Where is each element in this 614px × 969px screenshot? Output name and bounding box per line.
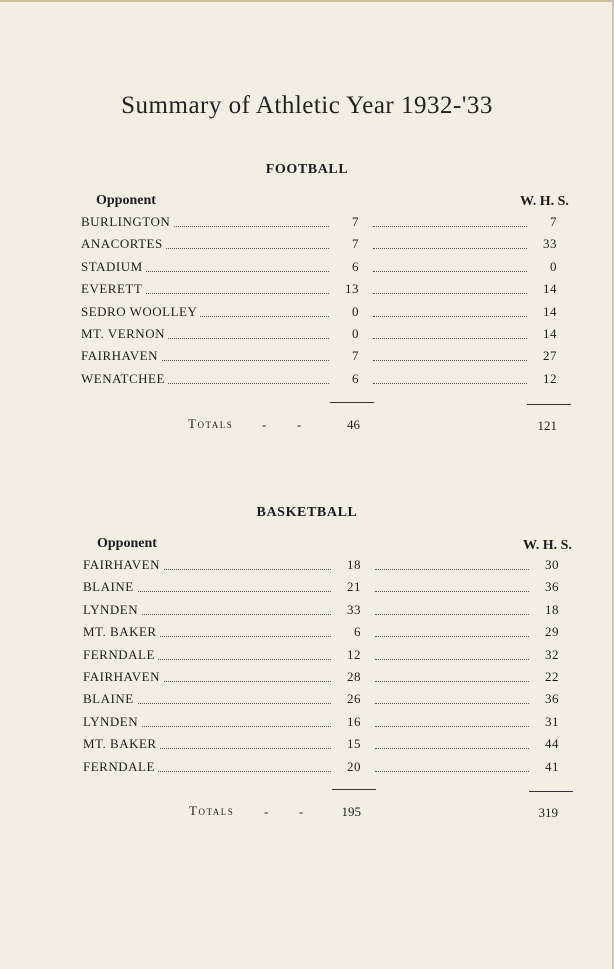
basketball-total-whs: 319 [538, 805, 558, 820]
dot-leader [375, 636, 529, 637]
table-row [81, 214, 561, 234]
table-row [83, 714, 563, 734]
opponent-name: MT. BAKER [83, 624, 160, 640]
dot-leader [375, 569, 529, 570]
whs-score: 44 [545, 736, 559, 752]
basketball-totals-label: Totals [189, 803, 235, 818]
opponent-score: 6 [352, 370, 359, 386]
dot-leader [375, 748, 529, 749]
whs-score: 14 [543, 281, 557, 297]
football-opp-total-rule [330, 402, 374, 403]
table-row [81, 236, 561, 256]
opponent-name: FAIRHAVEN [83, 557, 163, 573]
basketball-opponent-header: Opponent [97, 536, 157, 551]
whs-score: 27 [543, 348, 557, 364]
dot-leader [373, 271, 527, 272]
opponent-name: BURLINGTON [81, 214, 173, 230]
opponent-score: 33 [347, 601, 361, 617]
whs-score: 36 [545, 691, 559, 707]
whs-score: 14 [543, 303, 557, 319]
dot-leader [375, 703, 529, 704]
opponent-name: EVERETT [81, 281, 145, 297]
whs-score: 12 [543, 370, 557, 386]
table-row [81, 348, 561, 368]
opponent-score: 6 [354, 624, 361, 640]
whs-score: 31 [545, 713, 559, 729]
whs-score: 22 [545, 669, 559, 684]
table-row [81, 304, 561, 324]
opponent-name: LYNDEN [83, 602, 141, 618]
opponent-name: MT. VERNON [81, 326, 168, 342]
opponent-name: SEDRO WOOLLEY [81, 304, 200, 320]
page-title: Summary of Athletic Year 1932-'33 [121, 92, 493, 119]
basketball-opp-total-rule [332, 789, 376, 790]
whs-score: 7 [550, 214, 557, 229]
whs-score: 30 [545, 557, 559, 572]
opponent-name: FAIRHAVEN [81, 348, 161, 364]
opponent-score: 18 [347, 557, 361, 572]
opponent-score: 6 [352, 258, 359, 274]
football-totals-dash-2: - [297, 417, 302, 432]
dot-leader [375, 771, 529, 772]
football-total-opp: 46 [347, 417, 360, 432]
whs-score: 41 [545, 758, 559, 774]
table-row [83, 691, 563, 711]
football-total-whs: 121 [537, 418, 557, 433]
dot-leader [373, 316, 527, 317]
basketball-heading: BASKETBALL [256, 505, 358, 520]
basketball-totals-dash-2: - [299, 804, 304, 819]
table-row [83, 736, 563, 756]
basketball-whs-total-rule [529, 791, 573, 792]
opponent-name: WENATCHEE [81, 371, 168, 387]
football-whs-total-rule [527, 404, 571, 405]
whs-score: 14 [543, 326, 557, 341]
opponent-name: ANACORTES [81, 236, 166, 252]
opponent-score: 7 [352, 236, 359, 252]
dot-leader [375, 614, 529, 615]
basketball-total-opp: 195 [341, 804, 361, 819]
table-row [83, 647, 563, 667]
opponent-name: LYNDEN [83, 714, 141, 730]
whs-score: 18 [545, 601, 559, 617]
opponent-score: 7 [352, 348, 359, 364]
page-edge-top [0, 0, 614, 2]
dot-leader [375, 591, 529, 592]
opponent-score: 20 [347, 758, 361, 774]
dot-leader [373, 360, 527, 361]
opponent-name: BLAINE [83, 691, 137, 707]
whs-score: 32 [545, 646, 559, 662]
table-row [83, 602, 563, 622]
dot-leader [373, 293, 527, 294]
table-row [81, 259, 561, 279]
whs-score: 36 [545, 579, 559, 595]
whs-score: 29 [545, 624, 559, 640]
basketball-whs-header: W. H. S. [523, 538, 572, 553]
basketball-totals-dash-1: - [264, 804, 269, 819]
football-whs-header: W. H. S. [520, 194, 569, 209]
opponent-score: 28 [347, 669, 361, 684]
opponent-score: 15 [347, 736, 361, 752]
whs-score: 0 [550, 258, 557, 274]
opponent-name: MT. BAKER [83, 736, 160, 752]
dot-leader [373, 248, 527, 249]
dot-leader [375, 659, 529, 660]
football-opponent-header: Opponent [96, 193, 156, 208]
opponent-name: STADIUM [81, 259, 146, 275]
opponent-name: FAIRHAVEN [83, 669, 163, 685]
opponent-score: 0 [352, 303, 359, 319]
table-row [81, 371, 561, 391]
table-row [81, 281, 561, 301]
dot-leader [373, 383, 527, 384]
dot-leader [375, 726, 529, 727]
dot-leader [373, 226, 527, 227]
opponent-name: FERNDALE [83, 647, 158, 663]
table-row [83, 624, 563, 644]
table-row [83, 557, 563, 577]
opponent-name: FERNDALE [83, 759, 158, 775]
opponent-score: 26 [347, 691, 361, 707]
opponent-score: 16 [347, 713, 361, 729]
football-heading: FOOTBALL [265, 162, 349, 177]
opponent-score: 7 [352, 214, 359, 229]
football-totals-dash-1: - [262, 417, 267, 432]
football-totals-label: Totals [188, 416, 234, 431]
opponent-score: 0 [352, 326, 359, 341]
opponent-score: 12 [347, 646, 361, 662]
dot-leader [375, 681, 529, 682]
table-row [81, 326, 561, 346]
table-row [83, 759, 563, 779]
table-row [83, 579, 563, 599]
whs-score: 33 [543, 236, 557, 252]
opponent-score: 13 [345, 281, 359, 297]
opponent-name: BLAINE [83, 579, 137, 595]
opponent-score: 21 [347, 579, 361, 595]
dot-leader [373, 338, 527, 339]
table-row [83, 669, 563, 689]
